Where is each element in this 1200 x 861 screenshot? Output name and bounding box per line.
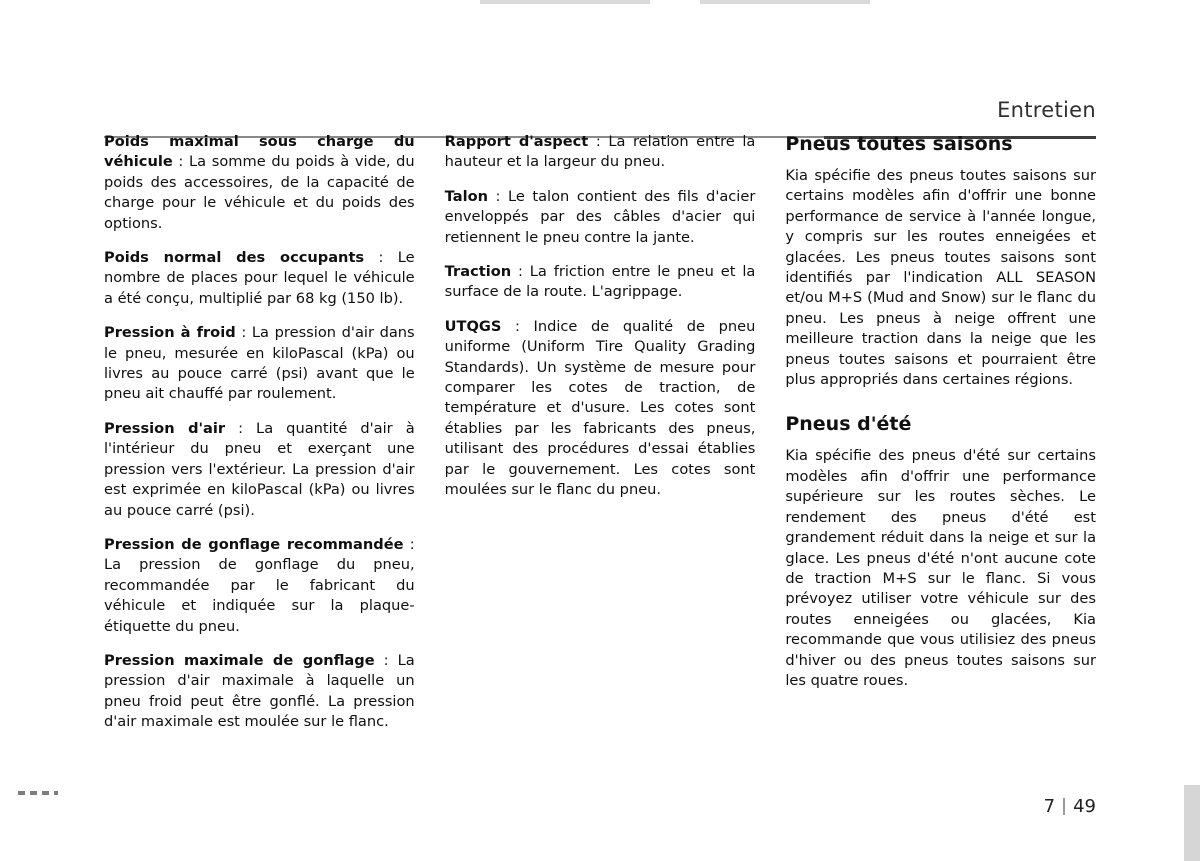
definition-term: Talon <box>444 187 489 205</box>
definition-text: : La somme du poids à vide, du poids des accessoires, de la capacité de charge pour le véhicule et du poids des options. <box>104 153 415 232</box>
definition-term: Rapport d'aspect <box>444 133 589 150</box>
definition-text: : La pression d'air maximale à laquelle un pneu froid peut être gonflé. La pression d'air maximale est moulée sur le flanc. <box>104 651 415 731</box>
page-header <box>0 48 1200 122</box>
section-heading-summer-tires: Pneus d'été <box>785 413 912 436</box>
definition-text: : La friction entre le pneu et la surface de la route. L'agrippage. <box>444 263 756 301</box>
definition-term: Traction <box>444 263 512 281</box>
definition-text: : La relation entre la hauteur et la largeur du pneu. <box>444 133 756 171</box>
page-columns <box>104 132 1096 733</box>
page-edge-tab <box>1184 785 1200 861</box>
definition-paragraph <box>104 323 415 405</box>
footer-separator <box>1063 798 1065 815</box>
definition-paragraph <box>104 132 415 234</box>
definition-text: : La pression de gonflage du pneu, recommandée par le fabricant du véhicule et indiquée sur la plaque-étiquette du pneu. <box>104 535 415 635</box>
corner-registration-dots <box>18 791 58 795</box>
chapter-number: 7 <box>1043 796 1056 817</box>
top-registration-mark-left <box>480 0 650 4</box>
definition-paragraph <box>445 317 756 501</box>
definition-term: Pression à froid <box>104 324 236 342</box>
definition-paragraph <box>445 262 756 303</box>
definition-term: Pression maximale de gonflage <box>104 651 375 669</box>
definition-text: : La pression d'air dans le pneu, mesurée en kiloPascal (kPa) ou livres au pouce carré (psi) avant que le pneu ait chauffé par roulement. <box>104 324 415 403</box>
page-title: Entretien <box>997 98 1096 122</box>
definition-term: Poids normal des occupants <box>104 249 365 267</box>
column-3 <box>785 132 1096 733</box>
definition-term: Pression de gonflage recommandée <box>104 535 404 553</box>
section-heading-all-season-tires: Pneus toutes saisons <box>785 133 1013 155</box>
definition-paragraph <box>104 651 415 733</box>
section-body: Kia spécifie des pneus toutes saisons sur certains modèles afin d'offrir une bonne performance de service à l'année longue, y compris sur les routes enneigées et glacées. Les pneus toutes saisons sont identifiés par l'indication ALL SEASON et/ou M+S (Mud and Snow) sur le flanc du pneu. Les pneus à neige offrent une meilleure traction dans la neige que les pneus toutes saisons et pourraient être plus appropriés dans certaines régions. <box>785 167 1097 389</box>
definition-text: : La quantité d'air à l'intérieur du pneu et exerçant une pression vers l'extérieur. La pression d'air est exprimée en kiloPascal (kPa) ou livres au pouce carré (psi). <box>104 419 415 519</box>
column-1 <box>104 132 415 733</box>
definition-text: : Indice de qualité de pneu uniforme (Uniform Tire Quality Grading Standards). Un système de mesure pour comparer les cotes de traction, de température et d'usure. Les cotes sont établies par les fabricants des pneus, utilisant des procédures d'essai établies par le gouvernement. Les cotes sont moulées sur le flanc du pneu. <box>444 317 756 499</box>
section-body: Kia spécifie des pneus d'été sur certains modèles afin d'offrir une performance supérieure sur les routes sèches. Le rendement des pneus d'été est grandement réduit dans la neige et sur la glace. Les pneus d'été n'ont aucune cote de traction M+S sur le flanc. Si vous prévoyez utiliser votre véhicule sur des routes enneigées ou glacées, Kia recommande que vous utilisiez des pneus d'hiver ou des pneus toutes saisons sur les quatre roues. <box>785 447 1097 689</box>
definition-paragraph <box>104 419 415 521</box>
column-2 <box>445 132 756 733</box>
definition-term: Poids maximal sous charge du véhicule <box>104 133 415 171</box>
top-registration-mark-right <box>700 0 870 4</box>
definition-term: UTQGS <box>444 317 502 335</box>
page-footer <box>1044 796 1096 817</box>
page-number: 49 <box>1073 796 1096 817</box>
definition-text: : Le talon contient des fils d'acier enveloppés par des câbles d'acier qui retiennent le pneu contre la jante. <box>444 187 756 246</box>
definition-paragraph <box>445 187 756 248</box>
definition-paragraph <box>445 132 756 173</box>
definition-text: : Le nombre de places pour lequel le véhicule a été conçu, multiplié par 68 kg (150 lb). <box>104 249 415 307</box>
definition-paragraph <box>104 248 415 309</box>
definition-term: Pression d'air <box>104 419 226 437</box>
definition-paragraph <box>104 535 415 637</box>
